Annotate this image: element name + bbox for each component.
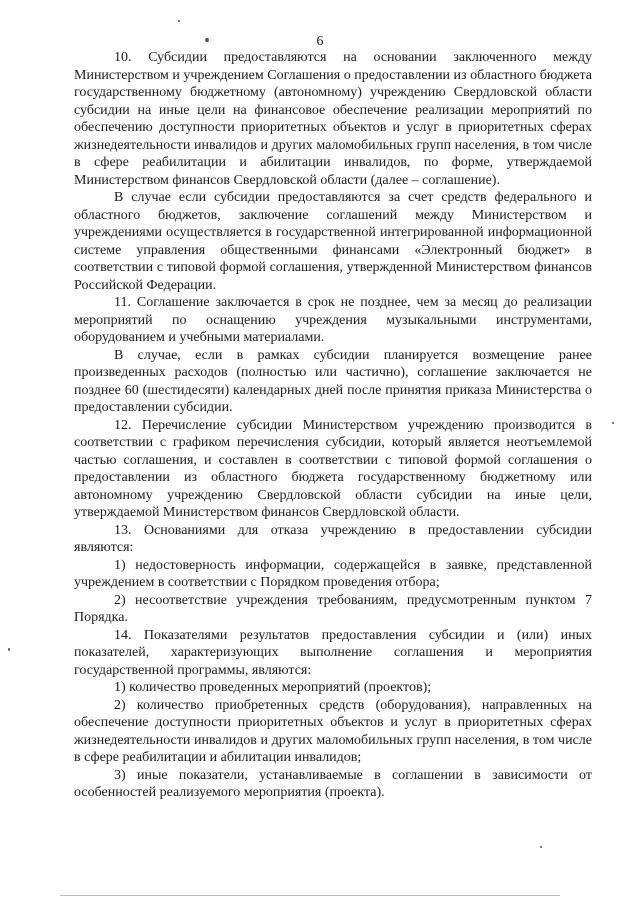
- paragraph-14-item-3: 3) иные показатели, устанавливаемые в соглашении в зависимости от особенностей реализуемого мероприятия (проекта).: [74, 767, 592, 800]
- page-number: 6: [316, 34, 324, 49]
- paragraph-14-item-2: 2) количество приобретенных средств (оборудования), направленных на обеспечение доступности приоритетных объектов и услуг в приоритетных сферах жизнедеятельности инвалидов и других маломобильных групп населения, в том числе в сфере реабилитации и абилитации инвалидов;: [74, 697, 592, 765]
- scan-edge-line: [60, 895, 560, 896]
- paragraph-11-reimbursement: В случае, если в рамках субсидии планируется возмещение ранее произведенных расходов (полностью или частично), соглашение заключается не позднее 60 (шестидесяти) календарных дней после принятия приказа Министерства о предоставлении субсидии.: [74, 347, 592, 415]
- paragraph-14-item-1: 1) количество проведенных мероприятий (проектов);: [114, 680, 432, 695]
- paragraph-13: 13. Основаниями для отказа учреждению в предоставлении субсидии являются:: [74, 522, 592, 555]
- scan-speck: [205, 38, 209, 42]
- paragraph-12: 12. Перечисление субсидии Министерством учреждению производится в соответствии с графиком перечисления субсидии, который является неотъемлемой частью соглашения, и составлен в соответствии с типовой формой соглашения о предоставлении из областного бюджета государственному бюджетному или автономному учреждению Свердловской области субсидии на иные цели, утверждаемой Министерством финансов Свердловской области.: [74, 417, 592, 520]
- paragraph-10: 10. Субсидии предоставляются на основании заключенного между Министерством и учреждением Соглашения о предоставлении из областного бюджета государственному бюджетному (автономному) учреждению Свердловской области субсидии на иные цели на финансовое обеспечение реализации мероприятий по обеспечению доступности приоритетных объектов и услуг в приоритетных сферах жизнедеятельности инвалидов и других маломобильных групп населения, в том числе в сфере реабилитации и абилитации инвалидов, по форме, утверждаемой Министерством финансов Свердловской области (далее – соглашение).: [74, 50, 592, 188]
- paragraph-10-budget: В случае если субсидии предоставляются за счет средств федерального и областного бюджетов, заключение соглашений между Министерством и учреждениями осуществляется в государственной интегрированной информационной системе управления общественными финансами «Электронный бюджет» в соответствии с типовой формой соглашения, утвержденной Министерством финансов Российской Федерации.: [74, 190, 592, 293]
- scan-speck: [8, 648, 10, 651]
- scan-speck: [612, 422, 614, 424]
- scan-speck: [540, 846, 542, 848]
- scan-speck: [178, 20, 180, 22]
- document-body: [74, 49, 592, 802]
- paragraph-13-item-1: 1) недостоверность информации, содержащейся в заявке, представленной учреждением в соответствии с Порядком проведения отбора;: [74, 557, 592, 590]
- paragraph-13-item-2: 2) несоответствие учреждения требованиям, предусмотренным пунктом 7 Порядка.: [74, 592, 592, 625]
- paragraph-14: 14. Показателями результатов предоставления субсидии и (или) иных показателей, характеризующих выполнение соглашения и мероприятия государственной программы, являются:: [74, 627, 592, 678]
- paragraph-11: 11. Соглашение заключается в срок не позднее, чем за месяц до реализации мероприятий по оснащению учреждения музыкальными инструментами, оборудованием и учебными материалами.: [74, 295, 592, 345]
